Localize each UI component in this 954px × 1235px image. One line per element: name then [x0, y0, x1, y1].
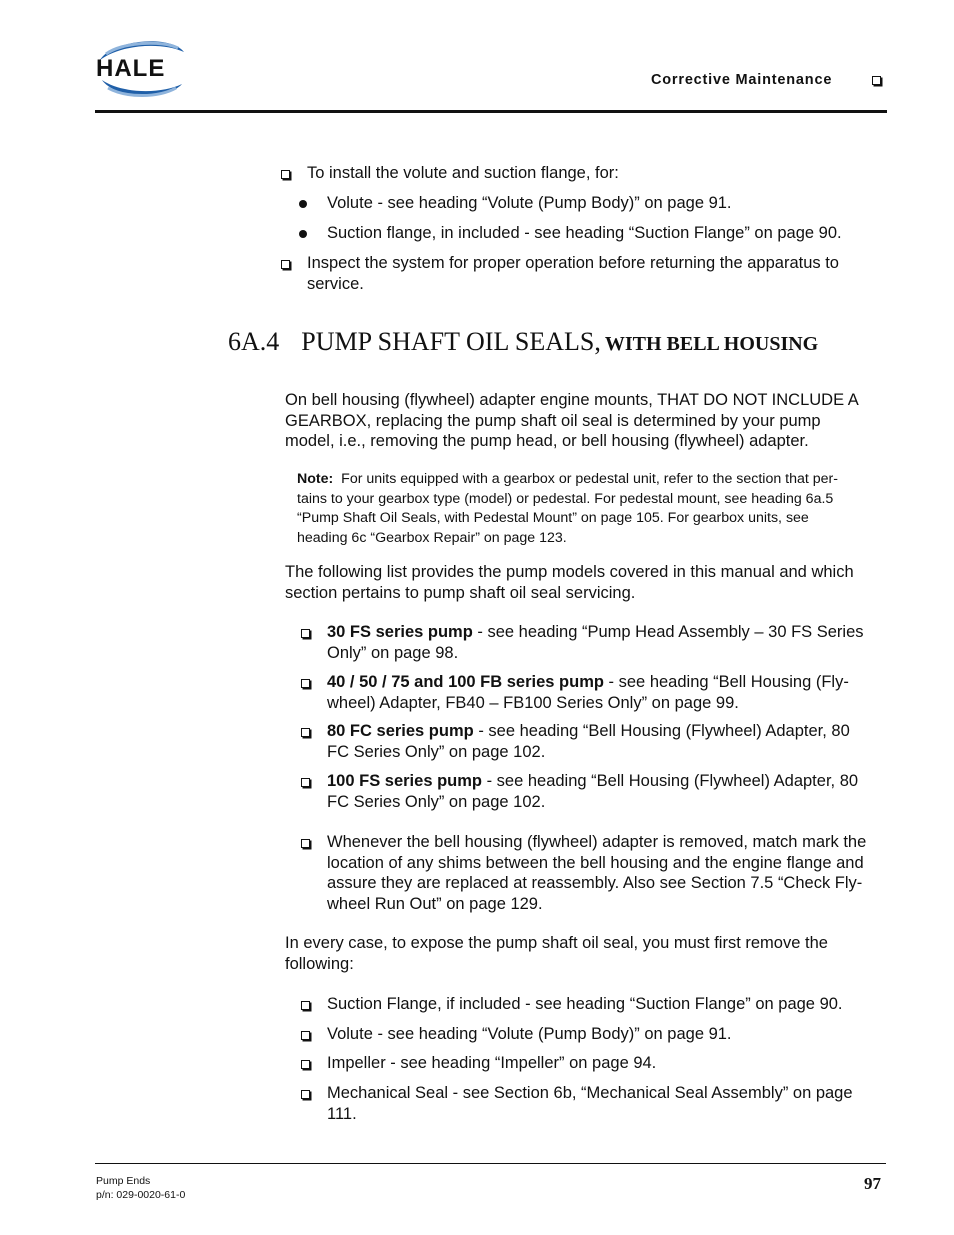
model-ref-cont: FC Series Only” on page 102. [327, 742, 546, 761]
section-heading [228, 327, 818, 357]
square-bullet-icon [281, 170, 290, 179]
header-square-bullet-icon [872, 76, 881, 85]
inspect-line-2: service. [307, 274, 364, 293]
model-item-fb [327, 672, 849, 713]
whenever-item [327, 832, 866, 914]
section-title-small: WITH BELL HOUSING [604, 333, 819, 355]
footer-rule [95, 1163, 886, 1164]
install-text: To install the volute and suction flange, for: [307, 164, 619, 182]
note-line-1: For units equipped with a gearbox or pedestal unit, refer to the section that per- [341, 471, 839, 487]
square-bullet-icon [301, 629, 310, 638]
section-number: 6A.4 [228, 327, 280, 356]
square-bullet-icon [301, 1060, 310, 1069]
model-item-80fc [327, 721, 850, 762]
square-bullet-icon [301, 778, 310, 787]
paragraph-every-case [285, 933, 828, 974]
note-block [297, 470, 838, 548]
note-line-4: heading 6c “Gearbox Repair” on page 123. [297, 529, 567, 546]
model-ref-cont: FC Series Only” on page 102. [327, 792, 546, 811]
paragraph-line: model, i.e., removing the pump head, or bell housing (flywheel) adapter. [285, 432, 809, 450]
running-header [651, 72, 832, 88]
note-line-3: “Pump Shaft Oil Seals, with Pedestal Mount” on page 105. For gearbox units, see [297, 510, 809, 526]
inspect-line-1: Inspect the system for proper operation before returning the apparatus to [307, 254, 839, 272]
whenever-line: Whenever the bell housing (flywheel) adapter is removed, match mark the [327, 833, 867, 851]
model-ref: - see heading “Pump Head Assembly – 30 FS Series [472, 623, 864, 641]
model-name: 100 FS series pump [327, 772, 482, 790]
paragraph-line: section pertains to pump shaft oil seal servicing. [285, 583, 636, 602]
footer-part-number: p/n: 029-0020-61-0 [96, 1188, 186, 1201]
note-line-2: tains to your gearbox type (model) or pedestal. For pedestal mount, see heading 6a.5 [297, 490, 834, 507]
remove-item-mech-seal [327, 1083, 853, 1124]
paragraph-line: In every case, to expose the pump shaft oil seal, you must first remove the [285, 934, 828, 952]
square-bullet-icon [301, 728, 310, 737]
square-bullet-icon [301, 1001, 310, 1010]
page-number: 97 [864, 1174, 881, 1193]
round-bullet-icon [299, 200, 307, 208]
paragraph-models-intro [285, 562, 854, 603]
remove-item-volute: Volute - see heading “Volute (Pump Body)” on page 91. [327, 1025, 732, 1043]
footer-doc-name: Pump Ends [96, 1175, 151, 1187]
whenever-line: wheel Run Out” on page 129. [327, 894, 543, 913]
running-header-text: Corrective Maintenance [651, 72, 833, 88]
model-name: 40 / 50 / 75 and 100 FB series pump [327, 673, 604, 691]
round-bullet-icon [299, 230, 307, 238]
paragraph-line: On bell housing (flywheel) adapter engine mounts, THAT DO NOT INCLUDE A [285, 391, 859, 409]
paragraph-bell-housing [285, 390, 859, 452]
square-bullet-icon [301, 1090, 310, 1099]
model-name: 30 FS series pump [327, 623, 473, 641]
remove-item-suction: Suction Flange, if included - see heading “Suction Flange” on page 90. [327, 995, 843, 1013]
mech-seal-line-1: Mechanical Seal - see Section 6b, “Mechanical Seal Assembly” on page [327, 1084, 853, 1102]
square-bullet-icon [281, 260, 290, 269]
model-name: 80 FC series pump [327, 722, 474, 740]
model-ref: - see heading “Bell Housing (Flywheel) Adapter, 80 [473, 722, 850, 740]
square-bullet-icon [301, 1031, 310, 1040]
model-ref-cont: Only” on page 98. [327, 643, 459, 662]
square-bullet-icon [301, 679, 310, 688]
hale-logo [92, 36, 192, 100]
paragraph-line: GEARBOX, replacing the pump shaft oil seal is determined by your pump [285, 411, 821, 430]
model-ref-cont: wheel) Adapter, FB40 – FB100 Series Only” on page 99. [327, 693, 739, 712]
remove-item-impeller: Impeller - see heading “Impeller” on page 94. [327, 1054, 657, 1072]
logo-text: HALE [96, 55, 166, 82]
install-item-volute: Volute - see heading “Volute (Pump Body)” on page 91. [327, 194, 732, 212]
model-ref: - see heading “Bell Housing (Flywheel) Adapter, 80 [482, 772, 859, 790]
paragraph-line: following: [285, 954, 354, 973]
whenever-line: assure they are replaced at reassembly. Also see Section 7.5 “Check Fly- [327, 874, 863, 892]
whenever-line: location of any shims between the bell housing and the engine flange and [327, 853, 864, 872]
model-item-100fs [327, 771, 858, 812]
install-item-suction: Suction flange, in included - see heading “Suction Flange” on page 90. [327, 224, 842, 242]
paragraph-line: The following list provides the pump models covered in this manual and which [285, 563, 854, 581]
mech-seal-line-2: 111. [327, 1104, 357, 1123]
model-item-30fs [327, 622, 864, 663]
inspect-text [307, 253, 839, 294]
square-bullet-icon [301, 839, 310, 848]
header-rule [95, 110, 887, 113]
note-label: Note: [297, 471, 334, 487]
footer-doc-info [96, 1175, 185, 1202]
section-title-main: PUMP SHAFT OIL SEALS, [301, 327, 601, 356]
model-ref: - see heading “Bell Housing (Fly- [603, 673, 849, 691]
